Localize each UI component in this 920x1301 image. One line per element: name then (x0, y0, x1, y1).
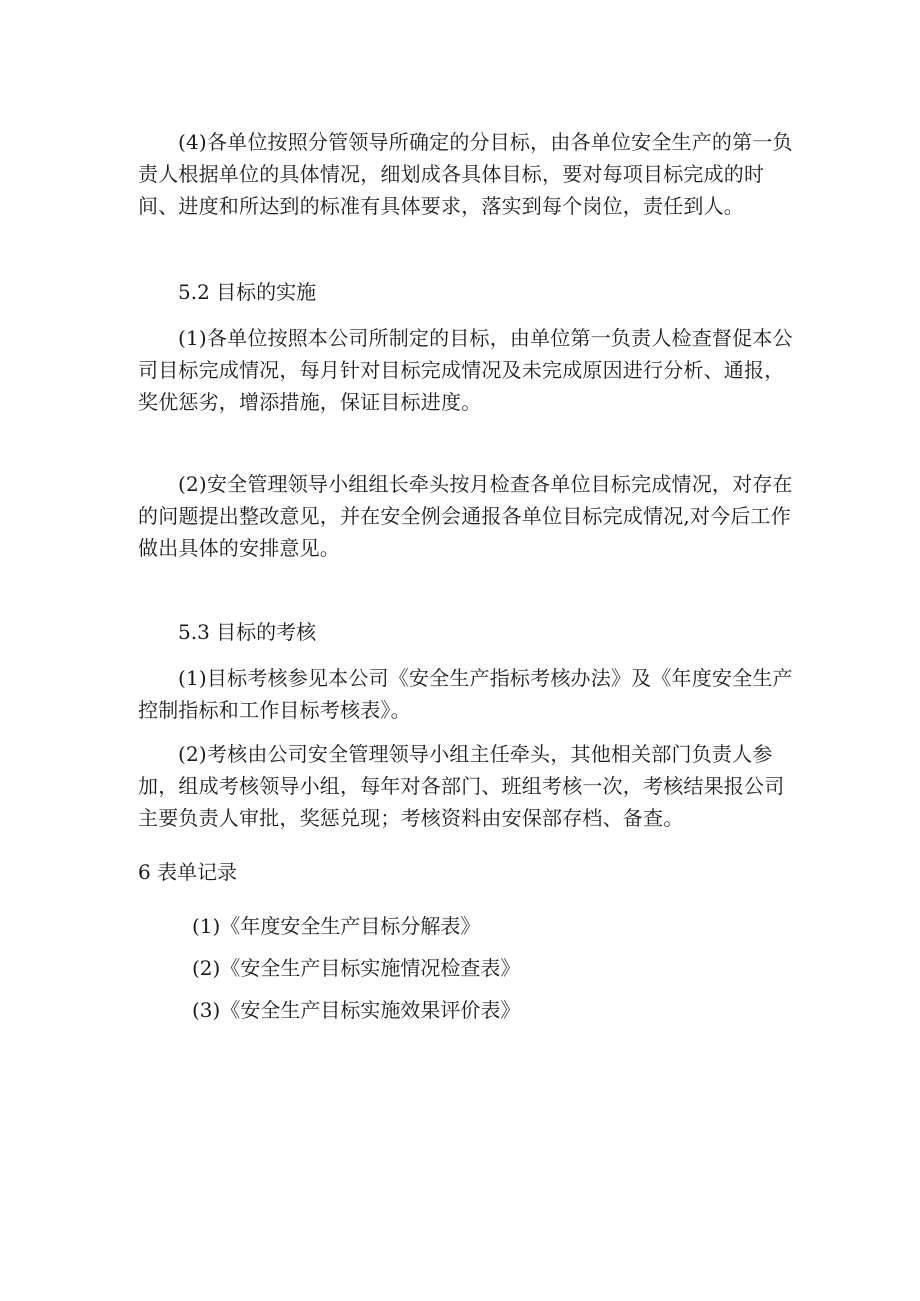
paragraph-5-2-item-2: (2)安全管理领导小组组长牵头按月检查各单位目标完成情况，对存在的问题提出整改意见，并在安全例会通报各单位目标完成情况,对今后工作做出具体的安排意见。 (138, 472, 793, 560)
section-5-3-heading: 5.3 目标的考核 (178, 620, 317, 644)
section-6-heading: 6 表单记录 (138, 860, 238, 884)
paragraph-5-2-item-1: (1)各单位按照本公司所制定的目标，由单位第一负责人检查督促本公司目标完成情况，每月针对目标完成情况及未完成原因进行分析、通报，奖优惩劣，增添措施，保证目标进度。 (138, 326, 793, 414)
record-item-3: (3)《安全生产目标实施效果评价表》 (192, 998, 521, 1022)
paragraph-unit-targets: (4)各单位按照分管领导所确定的分目标，由各单位安全生产的第一负责人根据单位的具体情况，细划成各具体目标，要对每项目标完成的时间、进度和所达到的标准有具体要求，落实到每个岗位，责任到人。 (138, 130, 793, 218)
record-item-1: (1)《年度安全生产目标分解表》 (192, 914, 481, 938)
section-5-2-heading: 5.2 目标的实施 (178, 280, 317, 304)
record-item-2: (2)《安全生产目标实施情况检查表》 (192, 956, 521, 980)
paragraph-5-3-item-1: (1)目标考核参见本公司《安全生产指标考核办法》及《年度安全生产控制指标和工作目标考核表》。 (138, 666, 793, 722)
paragraph-5-3-item-2: (2)考核由公司安全管理领导小组主任牵头，其他相关部门负责人参加，组成考核领导小组，每年对各部门、班组考核一次，考核结果报公司主要负责人审批，奖惩兑现；考核资料由安保部存档、备查。 (138, 742, 785, 830)
